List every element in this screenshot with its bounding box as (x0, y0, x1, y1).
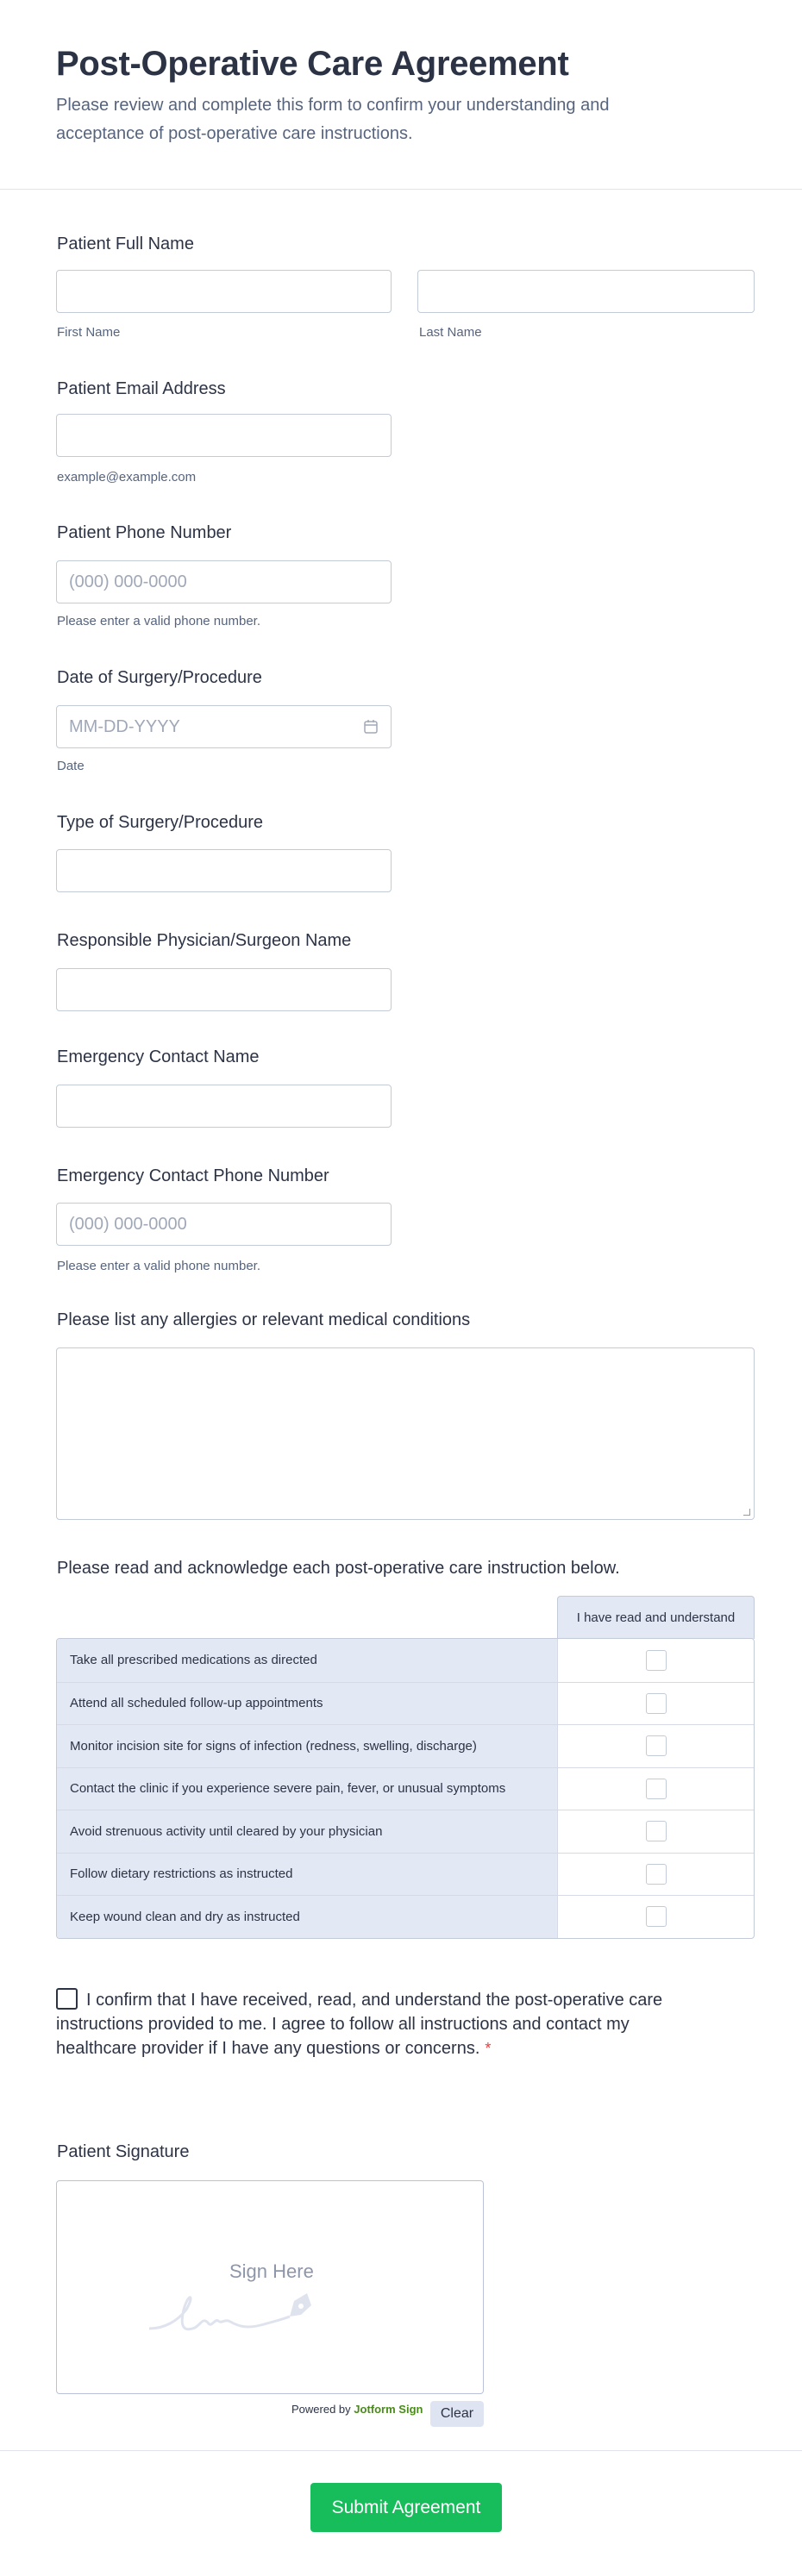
matrix-row-label: Avoid strenuous activity until cleared by your physician (57, 1810, 558, 1853)
matrix-row (57, 1767, 754, 1810)
allergies-label: Please list any allergies or relevant medical conditions (57, 1310, 471, 1329)
date-input[interactable] (56, 705, 392, 748)
powered-by-text: Powered by (291, 2403, 351, 2416)
clear-signature-button[interactable]: Clear (430, 2401, 484, 2427)
matrix-column-header: I have read and understand (557, 1596, 755, 1639)
matrix-row-label: Monitor incision site for signs of infection (redness, swelling, discharge) (57, 1725, 558, 1767)
emergency-phone-sublabel: Please enter a valid phone number. (57, 1259, 260, 1273)
acknowledge-checkbox[interactable] (646, 1821, 667, 1841)
email-label: Patient Email Address (57, 379, 226, 398)
emergency-name-input[interactable] (56, 1085, 392, 1128)
signature-pad[interactable] (56, 2180, 484, 2394)
surgery-type-label: Type of Surgery/Procedure (57, 813, 264, 832)
matrix-row (57, 1682, 754, 1725)
email-input[interactable] (56, 414, 392, 457)
matrix-row (57, 1639, 754, 1682)
matrix-row (57, 1895, 754, 1938)
matrix-row-label: Keep wound clean and dry as instructed (57, 1896, 558, 1938)
header-divider (0, 189, 802, 190)
surgery-type-input[interactable] (56, 849, 392, 892)
acknowledge-checkbox[interactable] (646, 1693, 667, 1714)
matrix-row (57, 1810, 754, 1853)
allergies-textarea[interactable] (56, 1347, 755, 1520)
signature-label: Patient Signature (57, 2142, 190, 2161)
confirm-agreement (56, 1988, 677, 2060)
confirm-text: I confirm that I have received, read, and understand the post-operative care instructions provided to me. I agree to follow all instructions and contact my healthcare provider if I have any questions or concerns. (56, 1991, 663, 2058)
acknowledge-checkbox[interactable] (646, 1906, 667, 1927)
page-subtitle: Please review and complete this form to confirm your understanding and acceptance of post-operative care instructions. (56, 96, 610, 143)
instruction-matrix (56, 1638, 755, 1939)
emergency-phone-placeholder: (000) 000-0000 (69, 1214, 187, 1234)
resize-handle-icon[interactable] (743, 1509, 750, 1516)
matrix-row-label: Take all prescribed medications as directed (57, 1639, 558, 1682)
email-sublabel: example@example.com (57, 470, 197, 485)
date-placeholder: MM-DD-YYYY (69, 716, 180, 736)
first-name-input[interactable] (56, 270, 392, 313)
phone-label: Patient Phone Number (57, 523, 232, 542)
submit-button[interactable]: Submit Agreement (310, 2483, 502, 2532)
calendar-icon[interactable] (363, 719, 379, 735)
matrix-row-label: Contact the clinic if you experience severe pain, fever, or unusual symptoms (57, 1768, 558, 1810)
emergency-phone-label: Emergency Contact Phone Number (57, 1166, 329, 1185)
matrix-row (57, 1853, 754, 1896)
emergency-phone-input[interactable] (56, 1203, 392, 1246)
matrix-row-label: Follow dietary restrictions as instructed (57, 1854, 558, 1896)
last-name-input[interactable] (417, 270, 755, 313)
phone-placeholder: (000) 000-0000 (69, 572, 187, 591)
date-label: Date of Surgery/Procedure (57, 668, 262, 687)
acknowledge-checkbox[interactable] (646, 1864, 667, 1885)
footer-divider (0, 2450, 802, 2451)
physician-label: Responsible Physician/Surgeon Name (57, 931, 352, 950)
acknowledge-checkbox[interactable] (646, 1779, 667, 1799)
confirm-checkbox[interactable] (56, 1988, 78, 2010)
phone-sublabel: Please enter a valid phone number. (57, 614, 260, 628)
last-name-sublabel: Last Name (419, 325, 482, 340)
physician-input[interactable] (56, 968, 392, 1011)
acknowledge-checkbox[interactable] (646, 1735, 667, 1756)
jotform-sign-link[interactable]: Jotform Sign (354, 2403, 423, 2416)
emergency-name-label: Emergency Contact Name (57, 1047, 260, 1066)
sign-here-placeholder: Sign Here (229, 2260, 314, 2282)
powered-by (291, 2403, 423, 2416)
full-name-label: Patient Full Name (57, 234, 194, 253)
matrix-row-label: Attend all scheduled follow-up appointments (57, 1683, 558, 1725)
signature-pen-icon (147, 2288, 320, 2340)
matrix-row (57, 1724, 754, 1767)
required-marker: * (485, 2040, 492, 2057)
page-title: Post-Operative Care Agreement (56, 45, 569, 83)
phone-input[interactable] (56, 560, 392, 603)
matrix-heading: Please read and acknowledge each post-operative care instruction below. (57, 1559, 620, 1578)
date-sublabel: Date (57, 759, 85, 773)
acknowledge-checkbox[interactable] (646, 1650, 667, 1671)
first-name-sublabel: First Name (57, 325, 121, 340)
